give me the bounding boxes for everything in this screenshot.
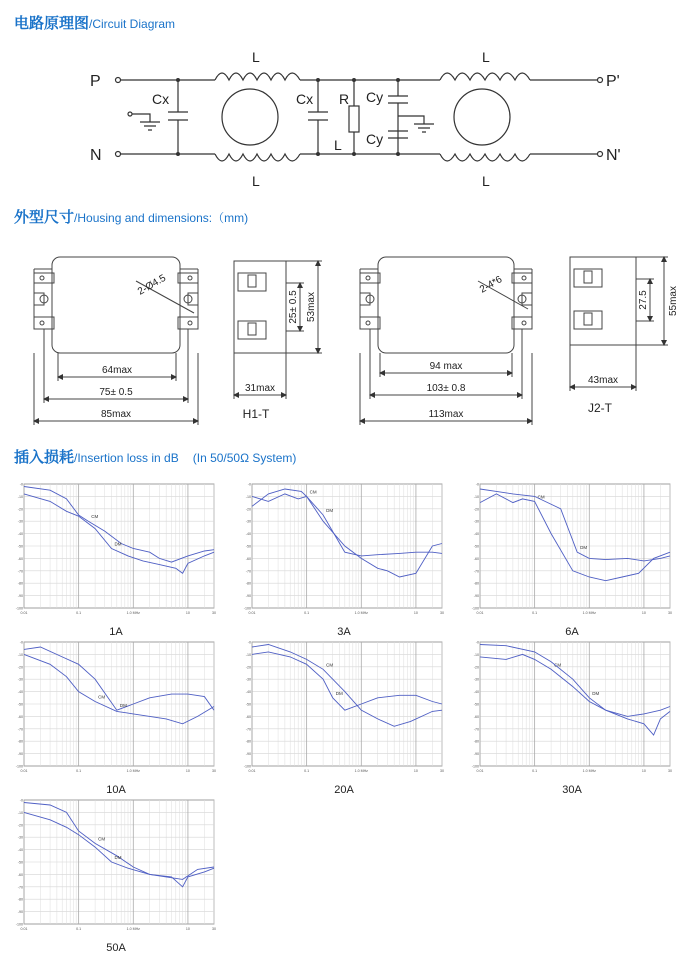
y-tick-label: -90 [17, 752, 23, 757]
y-tick-label: -0 [19, 798, 23, 803]
y-tick-label: -60 [473, 714, 479, 719]
x-tick-label: 10 [413, 611, 418, 615]
insertion-loss-chart [243, 482, 462, 630]
x-tick-label: 10 [185, 611, 190, 615]
x-tick-label: 0.1 [76, 927, 82, 931]
y-tick-label: -80 [245, 739, 251, 744]
y-tick-label: -20 [17, 665, 23, 670]
series-label: CM [554, 662, 562, 668]
y-tick-label: -20 [473, 507, 479, 512]
series-label: DM [592, 690, 600, 696]
section-title-note: (In 50/50Ω System) [192, 451, 297, 465]
housing-drawings [0, 235, 700, 435]
j2-hole-label: 2-4*6 [478, 274, 505, 296]
y-tick-label: -40 [245, 532, 251, 537]
section-title-zh: 电路原理图 [14, 14, 90, 32]
x-tick-label: 30 [668, 769, 672, 773]
h1-depth: 31max [244, 383, 276, 394]
x-tick-label: 1.0 MHz [126, 927, 140, 931]
y-tick-label: -10 [473, 494, 479, 499]
section-title-insertion [14, 446, 296, 467]
x-tick-label: 30 [212, 769, 216, 773]
x-tick-label: 0.01 [476, 769, 484, 773]
y-tick-label: -50 [473, 702, 479, 707]
y-tick-label: -100 [15, 606, 23, 611]
x-tick-label: 1.0 MHz [582, 769, 596, 773]
section-title-en: /Circuit Diagram [89, 17, 176, 31]
y-tick-label: -40 [473, 690, 479, 695]
y-tick-label: -50 [17, 702, 23, 707]
y-tick-label: -30 [473, 519, 479, 524]
y-tick-label: -20 [245, 665, 251, 670]
label-cx-left: Cx [152, 91, 170, 107]
x-tick-label: 10 [413, 769, 418, 773]
h1-w-body: 64max [101, 365, 133, 376]
h1-w-holes: 75± 0.5 [99, 387, 133, 398]
y-tick-label: -50 [245, 544, 251, 549]
y-tick-label: -70 [245, 569, 251, 574]
y-tick-label: -40 [17, 690, 23, 695]
x-tick-label: 0.1 [532, 611, 538, 615]
x-tick-label: 10 [185, 927, 190, 931]
j2-w-holes: 103± 0.8 [426, 383, 466, 394]
y-tick-label: -60 [17, 714, 23, 719]
x-tick-label: 1.0 MHz [354, 611, 368, 615]
h1-h-total: 53max [306, 291, 317, 323]
y-tick-label: -40 [245, 690, 251, 695]
label-l-top-left: L [252, 49, 260, 65]
x-tick-label: 0.1 [76, 769, 82, 773]
label-n-out: N' [606, 147, 621, 164]
y-tick-label: -50 [473, 544, 479, 549]
j2-side-body [570, 257, 636, 345]
label-l-bottom-right: L [482, 173, 490, 189]
y-tick-label: -40 [17, 848, 23, 853]
y-tick-label: -90 [17, 910, 23, 915]
y-tick-label: -90 [245, 594, 251, 599]
label-p-in: P [90, 73, 101, 90]
y-tick-label: -20 [245, 507, 251, 512]
y-tick-label: -30 [473, 677, 479, 682]
j2-h-total: 55max [668, 285, 679, 317]
x-tick-label: 10 [641, 611, 646, 615]
x-tick-label: 1.0 MHz [582, 611, 596, 615]
series-label: DM [335, 690, 343, 696]
y-tick-label: -30 [245, 677, 251, 682]
j2-model-name: J2-T [588, 401, 612, 415]
y-tick-label: -40 [17, 532, 23, 537]
insertion-loss-chart [15, 482, 234, 630]
y-tick-label: -70 [17, 885, 23, 890]
y-tick-label: -90 [473, 594, 479, 599]
label-l-top-right: L [482, 49, 490, 65]
h1-front-body [52, 257, 180, 353]
y-tick-label: -100 [471, 606, 479, 611]
y-tick-label: -20 [473, 665, 479, 670]
insertion-loss-chart [471, 482, 690, 630]
x-tick-label: 30 [212, 611, 216, 615]
insertion-loss-chart [243, 640, 462, 788]
chart-caption: 20A [334, 784, 354, 796]
x-tick-label: 0.1 [304, 769, 310, 773]
label-l-bottom-left: L [252, 173, 260, 189]
series-label: DM [114, 541, 122, 547]
y-tick-label: -90 [245, 752, 251, 757]
section-title-housing [14, 206, 248, 227]
j2-front-body [378, 257, 514, 353]
y-tick-label: -10 [17, 494, 23, 499]
y-tick-label: -100 [15, 922, 23, 927]
y-tick-label: -50 [17, 544, 23, 549]
label-cy-bottom: Cy [366, 131, 384, 147]
h1-model-name: H1-T [242, 407, 270, 421]
x-tick-label: 0.01 [20, 769, 28, 773]
y-tick-label: -60 [473, 556, 479, 561]
y-tick-label: -90 [17, 594, 23, 599]
y-tick-label: -80 [473, 739, 479, 744]
j2-w-body: 94 max [429, 361, 463, 372]
y-tick-label: -30 [17, 519, 23, 524]
y-tick-label: -10 [17, 810, 23, 815]
x-tick-label: 0.1 [304, 611, 310, 615]
x-tick-label: 0.01 [20, 611, 28, 615]
insertion-loss-chart [471, 640, 690, 788]
x-tick-label: 0.01 [248, 611, 256, 615]
insertion-loss-chart [15, 798, 234, 946]
series-label: CM [91, 514, 99, 520]
y-tick-label: -70 [473, 727, 479, 732]
y-tick-label: -70 [17, 569, 23, 574]
series-label: CM [326, 662, 334, 668]
insertion-loss-chart [15, 640, 234, 788]
x-tick-label: 10 [185, 769, 190, 773]
y-tick-label: -100 [471, 764, 479, 769]
x-tick-label: 0.01 [476, 611, 484, 615]
y-tick-label: -20 [17, 823, 23, 828]
series-label: CM [537, 494, 545, 500]
h1-hole-label: 2-Ø4.5 [136, 272, 168, 298]
y-tick-label: -0 [19, 482, 23, 487]
y-tick-label: -60 [17, 872, 23, 877]
x-tick-label: 1.0 MHz [354, 769, 368, 773]
section-title-en: /Insertion loss in dB [74, 451, 179, 465]
y-tick-label: -50 [245, 702, 251, 707]
section-title-zh: 外型尺寸 [14, 208, 75, 226]
y-tick-label: -10 [245, 652, 251, 657]
y-tick-label: -30 [17, 677, 23, 682]
chart-caption: 50A [106, 942, 126, 954]
y-tick-label: -30 [245, 519, 251, 524]
y-tick-label: -80 [17, 581, 23, 586]
y-tick-label: -40 [473, 532, 479, 537]
series-label: CM [309, 489, 317, 495]
x-tick-label: 30 [668, 611, 672, 615]
y-tick-label: -10 [245, 494, 251, 499]
x-tick-label: 30 [212, 927, 216, 931]
series-label: DM [580, 545, 588, 551]
chart-caption: 1A [109, 626, 123, 638]
chart-caption: 30A [562, 784, 582, 796]
series-label: DM [114, 855, 122, 860]
y-tick-label: -0 [247, 640, 251, 645]
x-tick-label: 0.01 [20, 927, 28, 931]
h1-h-holes: 25± 0.5 [288, 290, 299, 324]
y-tick-label: -80 [473, 581, 479, 586]
x-tick-label: 1.0 MHz [126, 769, 140, 773]
section-title-en: /Housing and dimensions:（mm) [74, 211, 249, 225]
j2-h-holes: 27.5 [638, 290, 649, 310]
y-tick-label: -70 [473, 569, 479, 574]
label-cx-mid: Cx [296, 91, 314, 107]
x-tick-label: 30 [440, 611, 444, 615]
label-r: R [339, 91, 350, 107]
y-tick-label: -90 [473, 752, 479, 757]
y-tick-label: -60 [245, 556, 251, 561]
y-tick-label: -20 [17, 507, 23, 512]
series-label: DM [119, 703, 127, 709]
section-title-zh: 插入损耗 [14, 448, 75, 466]
x-tick-label: 0.1 [532, 769, 538, 773]
label-l-mid: L [334, 137, 342, 153]
y-tick-label: -70 [17, 727, 23, 732]
chart-caption: 10A [106, 784, 126, 796]
x-tick-label: 10 [641, 769, 646, 773]
chart-caption: 3A [337, 626, 351, 638]
y-tick-label: -10 [17, 652, 23, 657]
y-tick-label: -80 [17, 739, 23, 744]
chart-caption: 6A [565, 626, 579, 638]
x-tick-label: 0.01 [248, 769, 256, 773]
y-tick-label: -80 [245, 581, 251, 586]
label-n-in: N [90, 147, 102, 164]
y-tick-label: -80 [17, 897, 23, 902]
j2-w-total: 113max [428, 409, 464, 420]
y-tick-label: -10 [473, 652, 479, 657]
label-cy-top: Cy [366, 89, 384, 105]
y-tick-label: -70 [245, 727, 251, 732]
label-p-out: P' [606, 73, 620, 90]
series-label: DM [326, 508, 334, 513]
x-tick-label: 0.1 [76, 611, 82, 615]
y-tick-label: -100 [243, 606, 251, 611]
y-tick-label: -0 [475, 482, 479, 487]
y-tick-label: -0 [475, 640, 479, 645]
y-tick-label: -0 [19, 640, 23, 645]
y-tick-label: -50 [17, 860, 23, 865]
series-label: CM [98, 836, 106, 842]
y-tick-label: -60 [17, 556, 23, 561]
y-tick-label: -100 [243, 764, 251, 769]
y-tick-label: -100 [15, 764, 23, 769]
series-label: CM [98, 694, 106, 700]
x-tick-label: 1.0 MHz [126, 611, 140, 615]
y-tick-label: -60 [245, 714, 251, 719]
y-tick-label: -30 [17, 835, 23, 840]
x-tick-label: 30 [440, 769, 444, 773]
y-tick-label: -0 [247, 482, 251, 487]
j2-depth: 43max [587, 375, 619, 386]
circuit-diagram [0, 40, 700, 200]
h1-w-total: 85max [100, 409, 132, 420]
section-title-circuit [14, 12, 175, 33]
